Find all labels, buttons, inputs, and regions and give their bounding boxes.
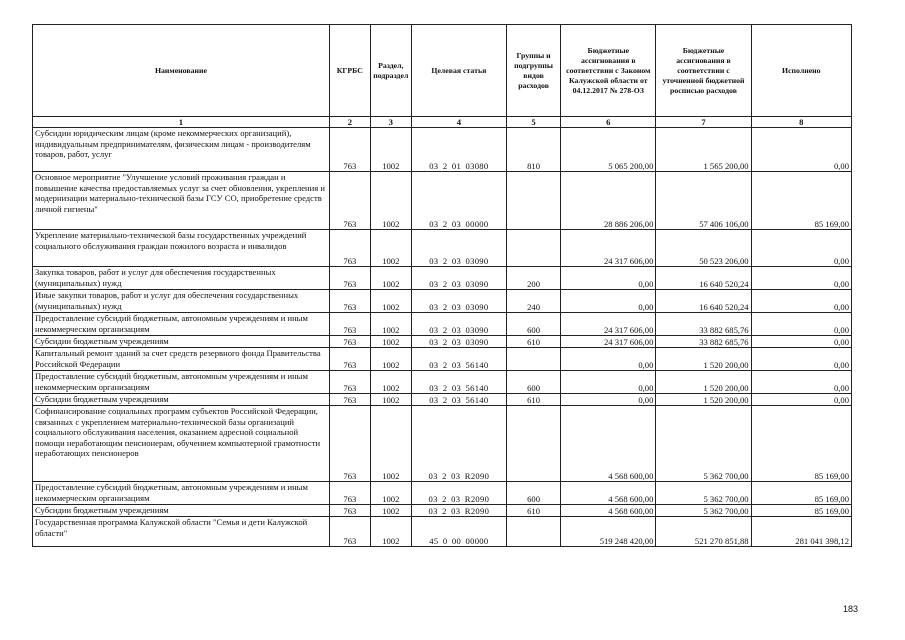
row-executed: 85 169,00 — [751, 482, 851, 505]
row-section: 1002 — [370, 230, 411, 267]
row-article: 03 2 03 00000 — [411, 172, 506, 230]
row-kgrbs: 763 — [329, 128, 370, 172]
row-group: 610 — [506, 336, 560, 348]
row-executed: 0,00 — [751, 371, 851, 394]
row-kgrbs: 763 — [329, 394, 370, 406]
row-group — [506, 517, 560, 547]
col-number: 5 — [506, 117, 560, 128]
row-name: Иные закупки товаров, работ и услуг для обеспечения государственных (муниципальных) нужд — [33, 290, 330, 313]
table-row — [33, 517, 852, 547]
row-budget-updated: 5 362 700,00 — [656, 482, 751, 505]
row-name: Предоставление субсидий бюджетным, автономным учреждениям и иным некоммерческим организациям — [33, 482, 330, 505]
row-budget-law: 4 568 600,00 — [561, 482, 656, 505]
col-number: 6 — [561, 117, 656, 128]
row-group: 810 — [506, 128, 560, 172]
row-budget-law: 24 317 606,00 — [561, 336, 656, 348]
row-name: Укрепление материально-технической базы государственных учреждений социального обслуживания граждан пожилого возраста и инвалидов — [33, 230, 330, 267]
row-budget-updated: 50 523 206,00 — [656, 230, 751, 267]
row-name: Капитальный ремонт зданий за счет средств резервного фонда Правительства Российской Федерации — [33, 348, 330, 371]
row-name: Софинансирование социальных программ субъектов Российской Федерации, связанных с укреплением материально-технической базы организаций социального обслуживания населения, оказанием адресной социальной помощи неработающим пенсионерам, обучением компьютерной грамотности неработающих пенсионеров — [33, 406, 330, 482]
row-article: 03 2 01 03080 — [411, 128, 506, 172]
row-executed: 0,00 — [751, 336, 851, 348]
row-group — [506, 172, 560, 230]
row-executed: 0,00 — [751, 394, 851, 406]
row-kgrbs: 763 — [329, 313, 370, 336]
header-article: Целевая статья — [411, 25, 506, 117]
row-executed: 85 169,00 — [751, 505, 851, 517]
row-budget-law: 4 568 600,00 — [561, 505, 656, 517]
row-article: 03 2 03 R2090 — [411, 406, 506, 482]
row-name: Закупка товаров, работ и услуг для обеспечения государственных (муниципальных) нужд — [33, 267, 330, 290]
row-name: Субсидии бюджетным учреждениям — [33, 336, 330, 348]
row-budget-law: 4 568 600,00 — [561, 406, 656, 482]
header-section: Раздел, подраздел — [370, 25, 411, 117]
col-number: 8 — [751, 117, 851, 128]
row-executed: 0,00 — [751, 290, 851, 313]
row-kgrbs: 763 — [329, 505, 370, 517]
row-section: 1002 — [370, 517, 411, 547]
row-section: 1002 — [370, 394, 411, 406]
row-budget-updated: 1 520 200,00 — [656, 348, 751, 371]
header-budget-updated: Бюджетные ассигнования в соответствии с уточненной бюджетной росписью расходов — [656, 25, 751, 117]
row-section: 1002 — [370, 313, 411, 336]
row-budget-updated: 1 565 200,00 — [656, 128, 751, 172]
row-group: 240 — [506, 290, 560, 313]
row-executed: 0,00 — [751, 348, 851, 371]
budget-table — [32, 24, 852, 547]
row-article: 03 2 03 03090 — [411, 336, 506, 348]
row-budget-law: 0,00 — [561, 290, 656, 313]
row-kgrbs: 763 — [329, 517, 370, 547]
header-kgrbs: КГРБС — [329, 25, 370, 117]
row-section: 1002 — [370, 336, 411, 348]
row-group: 600 — [506, 482, 560, 505]
header-name: Наименование — [33, 25, 330, 117]
row-budget-law: 0,00 — [561, 371, 656, 394]
row-article: 03 2 03 56140 — [411, 371, 506, 394]
row-kgrbs: 763 — [329, 371, 370, 394]
row-section: 1002 — [370, 290, 411, 313]
row-budget-law: 24 317 606,00 — [561, 313, 656, 336]
row-budget-law: 519 248 420,00 — [561, 517, 656, 547]
col-number: 3 — [370, 117, 411, 128]
col-number: 7 — [656, 117, 751, 128]
row-budget-updated: 5 362 700,00 — [656, 406, 751, 482]
row-article: 03 2 03 03090 — [411, 313, 506, 336]
row-group: 200 — [506, 267, 560, 290]
row-executed: 281 041 398,12 — [751, 517, 851, 547]
row-budget-updated: 5 362 700,00 — [656, 505, 751, 517]
row-executed: 85 169,00 — [751, 172, 851, 230]
row-budget-updated: 1 520 200,00 — [656, 371, 751, 394]
row-article: 03 2 03 R2090 — [411, 482, 506, 505]
table-row — [33, 348, 852, 371]
row-article: 45 0 00 00000 — [411, 517, 506, 547]
row-name: Предоставление субсидий бюджетным, автономным учреждениям и иным некоммерческим организациям — [33, 371, 330, 394]
header-groups: Группы и подгруппы видов расходов — [506, 25, 560, 117]
header-executed: Исполнено — [751, 25, 851, 117]
table-row — [33, 128, 852, 172]
row-budget-updated: 16 640 520,24 — [656, 290, 751, 313]
row-kgrbs: 763 — [329, 267, 370, 290]
table-row — [33, 406, 852, 482]
table-row — [33, 172, 852, 230]
row-group: 600 — [506, 371, 560, 394]
row-group: 600 — [506, 313, 560, 336]
table-row — [33, 313, 852, 336]
row-budget-law: 0,00 — [561, 348, 656, 371]
table-row — [33, 371, 852, 394]
col-number: 4 — [411, 117, 506, 128]
row-article: 03 2 03 03090 — [411, 230, 506, 267]
table-row — [33, 394, 852, 406]
row-budget-updated: 57 406 106,00 — [656, 172, 751, 230]
header-row — [33, 25, 852, 117]
row-name: Субсидии юридическим лицам (кроме некоммерческих организаций), индивидуальным предпринимателям, физическим лицам - производителям товаров, работ, услуг — [33, 128, 330, 172]
row-section: 1002 — [370, 371, 411, 394]
column-number-row — [33, 117, 852, 128]
row-executed: 0,00 — [751, 313, 851, 336]
row-section: 1002 — [370, 128, 411, 172]
row-budget-law: 5 065 200,00 — [561, 128, 656, 172]
row-budget-law: 28 886 206,00 — [561, 172, 656, 230]
row-budget-updated: 16 640 520,24 — [656, 267, 751, 290]
row-name: Субсидии бюджетным учреждениям — [33, 394, 330, 406]
row-group — [506, 348, 560, 371]
row-kgrbs: 763 — [329, 348, 370, 371]
table-body — [33, 128, 852, 547]
row-kgrbs: 763 — [329, 406, 370, 482]
table-row — [33, 336, 852, 348]
row-name: Субсидии бюджетным учреждениям — [33, 505, 330, 517]
row-article: 03 2 03 03090 — [411, 290, 506, 313]
col-number: 2 — [329, 117, 370, 128]
row-budget-updated: 1 520 200,00 — [656, 394, 751, 406]
row-executed: 0,00 — [751, 267, 851, 290]
row-group — [506, 406, 560, 482]
row-section: 1002 — [370, 267, 411, 290]
row-budget-law: 0,00 — [561, 394, 656, 406]
row-name: Предоставление субсидий бюджетным, автономным учреждениям и иным некоммерческим организациям — [33, 313, 330, 336]
row-executed: 0,00 — [751, 230, 851, 267]
table-row — [33, 482, 852, 505]
row-budget-updated: 33 882 685,76 — [656, 313, 751, 336]
row-kgrbs: 763 — [329, 290, 370, 313]
row-name: Государственная программа Калужской области "Семья и дети Калужской области" — [33, 517, 330, 547]
row-article: 03 2 03 03090 — [411, 267, 506, 290]
row-kgrbs: 763 — [329, 230, 370, 267]
header-budget-law: Бюджетные ассигнования в соответствии с Законом Калужской области от 04.12.2017 № 278-ОЗ — [561, 25, 656, 117]
row-budget-updated: 521 270 851,88 — [656, 517, 751, 547]
table-row — [33, 505, 852, 517]
table-row — [33, 290, 852, 313]
row-article: 03 2 03 56140 — [411, 394, 506, 406]
row-budget-law: 0,00 — [561, 267, 656, 290]
table-row — [33, 230, 852, 267]
row-kgrbs: 763 — [329, 336, 370, 348]
row-section: 1002 — [370, 348, 411, 371]
table-row — [33, 267, 852, 290]
row-budget-law: 24 317 606,00 — [561, 230, 656, 267]
row-executed: 0,00 — [751, 128, 851, 172]
row-budget-updated: 33 882 685,76 — [656, 336, 751, 348]
row-section: 1002 — [370, 505, 411, 517]
row-section: 1002 — [370, 172, 411, 230]
row-name: Основное мероприятие "Улучшение условий проживания граждан и повышение качества предоставляемых услуг за счет обновления, укрепления и модернизации материально-технической базы ГСУ СО, приобретение средств личной гигиены" — [33, 172, 330, 230]
row-article: 03 2 03 56140 — [411, 348, 506, 371]
row-article: 03 2 03 R2090 — [411, 505, 506, 517]
row-kgrbs: 763 — [329, 482, 370, 505]
row-group: 610 — [506, 505, 560, 517]
row-section: 1002 — [370, 406, 411, 482]
row-section: 1002 — [370, 482, 411, 505]
row-group — [506, 230, 560, 267]
page-number: 183 — [843, 604, 859, 614]
row-kgrbs: 763 — [329, 172, 370, 230]
row-executed: 85 169,00 — [751, 406, 851, 482]
row-group: 610 — [506, 394, 560, 406]
col-number: 1 — [33, 117, 330, 128]
